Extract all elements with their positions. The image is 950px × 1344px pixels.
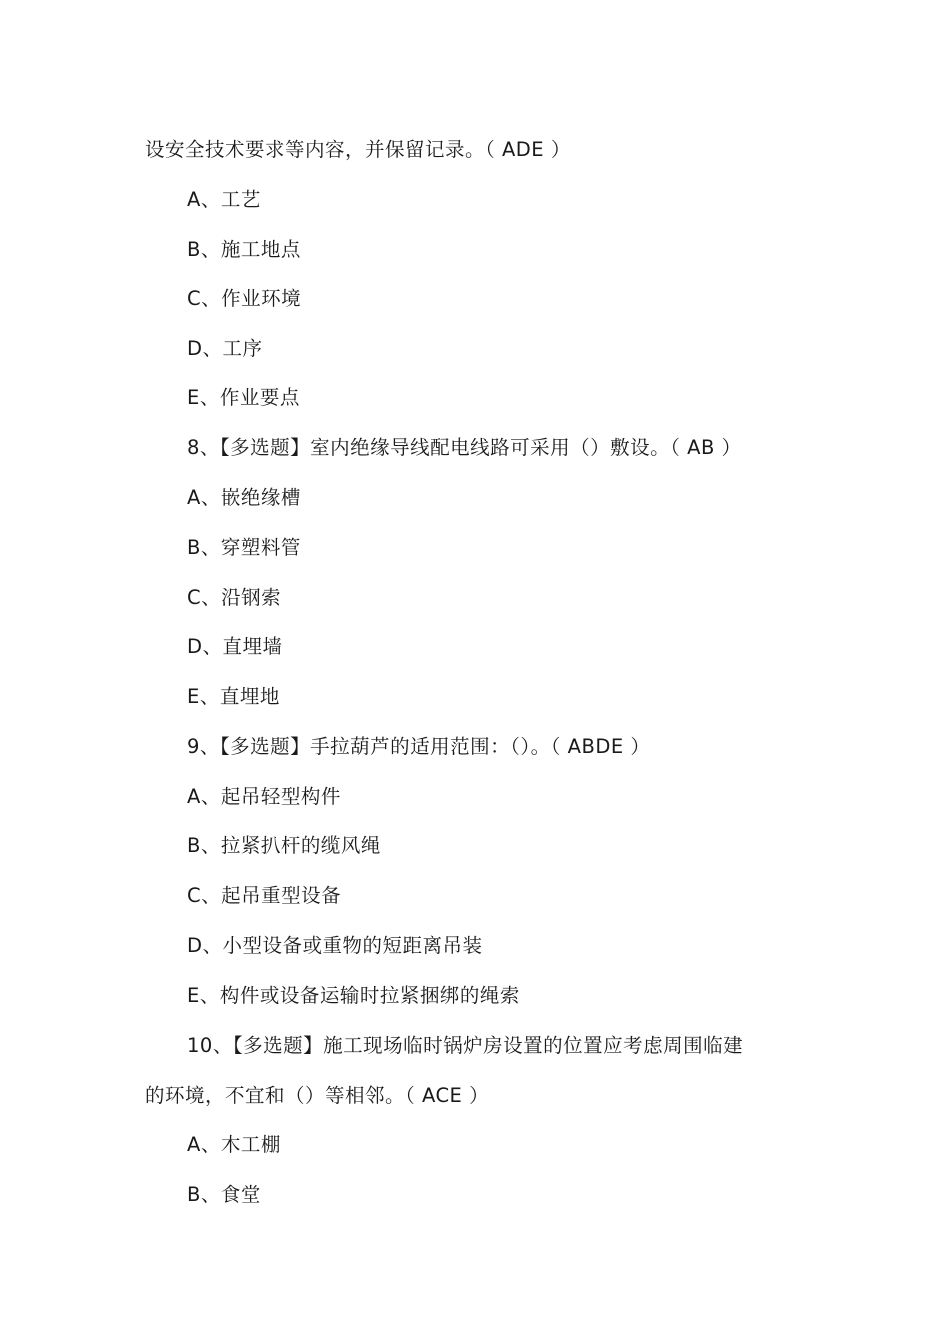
question-7-option-c: C、作业环境 <box>187 287 302 310</box>
question-9-option-b: B、拉紧扒杆的缆风绳 <box>187 834 381 857</box>
question-7-option-d: D、工序 <box>187 337 263 360</box>
question-9-option-c: C、起吊重型设备 <box>187 884 342 907</box>
question-10-stem-cont: 的环境，不宜和（）等相邻。（ ACE ） <box>145 1084 490 1107</box>
question-9-option-d: D、小型设备或重物的短距离吊装 <box>187 934 483 957</box>
question-10-option-a: A、木工棚 <box>187 1133 281 1156</box>
question-8-option-c: C、沿钢索 <box>187 586 282 609</box>
question-8-option-a: A、嵌绝缘槽 <box>187 486 301 509</box>
question-8-option-e: E、直埋地 <box>187 685 280 708</box>
question-7-option-a: A、工艺 <box>187 188 261 211</box>
question-9-option-a: A、起吊轻型构件 <box>187 785 341 808</box>
question-8-option-b: B、穿塑料管 <box>187 536 301 559</box>
question-7-option-b: B、施工地点 <box>187 238 301 261</box>
question-7-continuation: 设安全技术要求等内容，并保留记录。（ ADE ） <box>145 138 571 161</box>
question-7-option-e: E、作业要点 <box>187 386 300 409</box>
question-8-stem: 8、【多选题】室内绝缘导线配电线路可采用（）敷设。（ AB ） <box>187 436 742 459</box>
question-10-option-b: B、食堂 <box>187 1183 261 1206</box>
question-8-option-d: D、直埋墙 <box>187 635 283 658</box>
question-9-option-e: E、构件或设备运输时拉紧捆绑的绳索 <box>187 984 520 1007</box>
question-9-stem: 9、【多选题】手拉葫芦的适用范围：（）。（ ABDE ） <box>187 735 651 758</box>
question-10-stem: 10、【多选题】施工现场临时锅炉房设置的位置应考虑周围临建 <box>187 1034 744 1057</box>
